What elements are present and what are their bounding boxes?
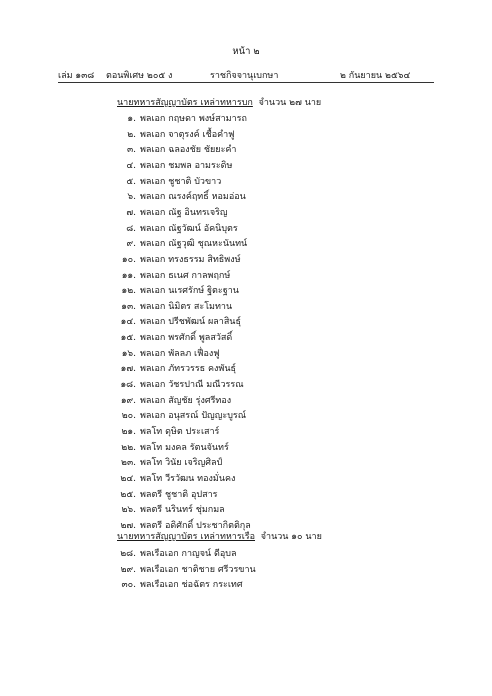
list-item-name: พลเอก ฉลองชัย ชัยยะคำ: [140, 145, 237, 156]
list-item-name: พลเรือเอก กาญจน์ ดีอุบล: [140, 549, 237, 559]
list-item-number: ๗.: [126, 207, 136, 218]
list-item-name: พลเอก ณัฐ อินทรเจริญ: [140, 207, 228, 218]
list-item-name: พลเอก กฤษดา พงษ์สามารถ: [140, 114, 247, 124]
list-item-name: พลเอก ปรีชพัฒน์ ผลาสินธุ์: [140, 317, 241, 328]
list-item-name: พลตรี อดิศักดิ์ ประชากิตติกุล: [140, 520, 251, 531]
list-item-number: ๑๑.: [121, 270, 136, 281]
list-item-number: ๘.: [126, 223, 136, 234]
list-item-number: ๑๘.: [120, 380, 136, 391]
list-item-number: ๓.: [126, 145, 136, 156]
list-item-name: พลโท วินัย เจริญศิลป์: [140, 458, 223, 469]
list-item-number: ๒๗.: [120, 520, 136, 531]
list-item-number: ๑๖.: [121, 348, 136, 359]
volume-label: เล่ม ๑๓๘: [58, 71, 95, 81]
list-item-name: พลเอก จาตุรงค์ เชื้อคำฟู: [140, 129, 235, 140]
list-item-name: พลเอก พัลลภ เฟื่องฟู: [140, 348, 220, 359]
navy-section-count: จำนวน ๑๐ นาย: [260, 532, 322, 542]
list-item-name: พลเอก ณัฐวุฒิ ชุณหะนันทน์: [140, 239, 248, 250]
list-item-name: พลเอก วัชรปาณี มณีวรรณ: [140, 380, 244, 391]
list-item-number: ๑๒.: [121, 286, 136, 297]
list-item-number: ๒๘.: [120, 549, 136, 559]
list-item-name: พลโท มงคล รัตนจันทร์: [140, 442, 229, 453]
list-item-name: พลเอก ณรงค์ฤทธิ์ หอมอ่อน: [140, 192, 246, 203]
list-item-name: พลเอก นเรศรักษ์ ฐิตะฐาน: [140, 286, 239, 297]
army-section-title: นายทหารสัญญาบัตร เหล่าทหารบก: [117, 98, 253, 108]
list-item-name: พลเอก พรศักดิ์ พูลสวัสดิ์: [140, 333, 233, 344]
list-item-name: พลเอก ณัฐวัฒน์ อัคนิบุตร: [140, 223, 238, 234]
list-item-number: ๑.: [127, 114, 136, 124]
list-item-name: พลโท ดุษิต ประเสาร์: [140, 427, 220, 437]
publish-date: ๒ กันยายน ๒๕๖๔: [340, 71, 411, 81]
list-item-number: ๑๔.: [120, 317, 136, 328]
list-item-number: ๒๑.: [121, 427, 136, 437]
list-item-name: พลเอก ธเนศ กาลพฤกษ์: [140, 270, 231, 281]
list-item-number: ๒๓.: [121, 458, 136, 469]
page-number: หน้า ๒: [232, 46, 260, 57]
list-item-number: ๒๐.: [121, 411, 136, 422]
list-item-number: ๕.: [126, 176, 136, 187]
list-item-number: ๒๖.: [121, 505, 136, 516]
list-item-number: ๒๔.: [120, 473, 136, 484]
list-item-name: พลตรี นรินทร์ ชุ่มกมล: [140, 505, 225, 516]
list-item-number: ๖.: [127, 192, 136, 203]
list-item-number: ๓๐.: [121, 580, 136, 591]
list-item-name: พลเอก ชูชาติ บัวขาว: [140, 176, 222, 187]
list-item-number: ๒๙.: [120, 564, 136, 575]
list-item-name: พลโท วีรวัฒน ทองมั่นคง: [140, 473, 236, 484]
header-rule: [58, 82, 434, 83]
list-item-name: พลเอก สัญชัย รุ่งศรีทอง: [140, 395, 232, 406]
list-item-name: พลเอก อนุสรณ์ ปัญญะบูรณ์: [140, 411, 247, 422]
army-section-count: จำนวน ๒๗ นาย: [258, 98, 322, 108]
list-item-number: ๙.: [126, 239, 136, 250]
list-item-number: ๒.: [127, 129, 136, 140]
army-section-heading: [117, 95, 321, 109]
list-item-name: พลเอก นิมิตร สะโมทาน: [140, 301, 233, 312]
list-item-name: พลเรือเอก ช่อฉัตร กระเทศ: [140, 580, 243, 591]
list-item-number: ๑๕.: [120, 333, 136, 344]
list-item-name: พลตรี ชูชาติ อุปสาร: [140, 489, 218, 500]
gazette-title: ราชกิจจานุเบกษา: [210, 71, 279, 81]
list-item-number: ๒๒.: [121, 442, 136, 453]
navy-section-title: นายทหารสัญญาบัตร เหล่าทหารเรือ: [117, 532, 256, 542]
list-item-number: ๑๓.: [121, 301, 136, 312]
list-item-name: พลเอก ภัทรวรรธ คงพันธุ์: [140, 364, 237, 375]
list-item-name: พลเอก ทรงธรรม สิทธิพงษ์: [140, 254, 241, 265]
navy-section-heading: [117, 529, 322, 543]
list-item-number: ๒๕.: [120, 489, 136, 500]
list-item-number: ๔.: [126, 160, 136, 171]
list-item-name: พลเอก ชมพล อามระดิษ: [140, 160, 233, 171]
list-item-number: ๑๗.: [120, 364, 136, 375]
list-item-name: พลเรือเอก ชาติชาย ศรีวรขาน: [140, 564, 256, 575]
list-item-number: ๑๐.: [121, 254, 136, 265]
section-label: ตอนพิเศษ ๒๐๕ ง: [106, 71, 173, 81]
list-item-number: ๑๙.: [120, 395, 136, 406]
